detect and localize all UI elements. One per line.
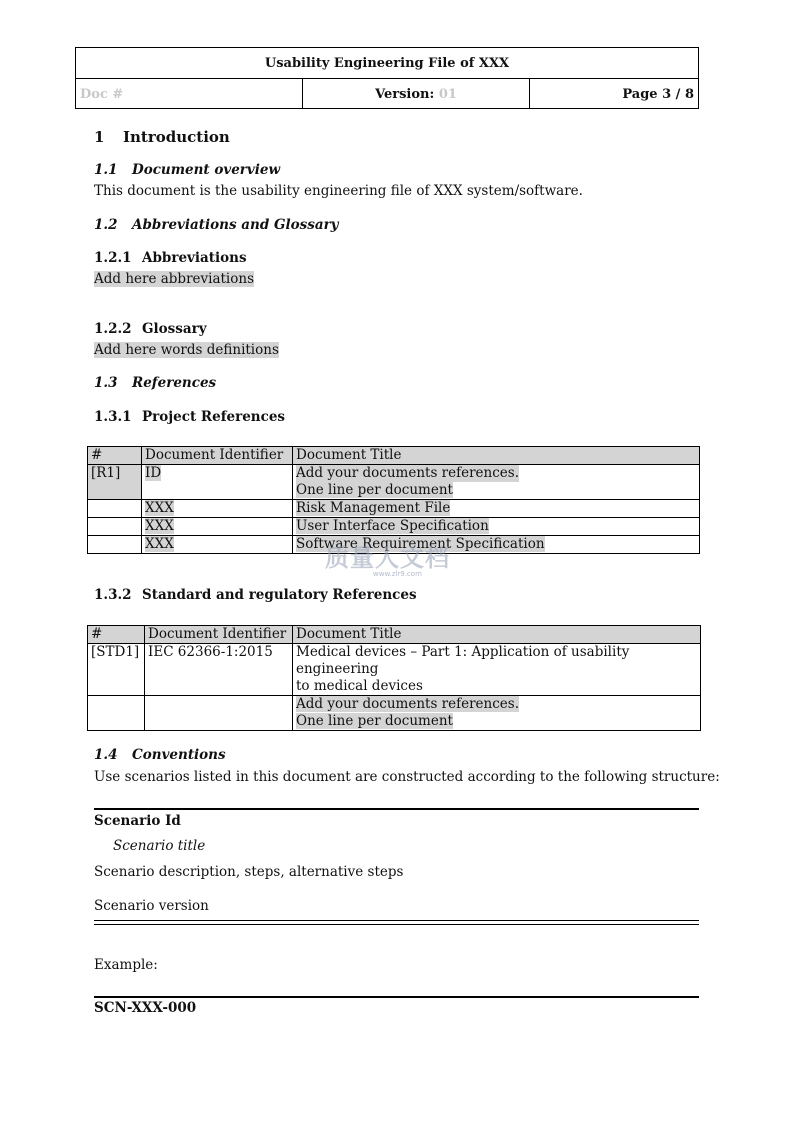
watermark-text: 质量人文档 (325, 544, 450, 572)
section-number: 1 (94, 128, 105, 146)
divider-example (94, 996, 699, 998)
ref-identifier: XXX (145, 518, 174, 534)
section-number: 1.2.1 (94, 250, 132, 266)
section-title: Introduction (123, 128, 230, 146)
watermark-url: www.zlr9.com (373, 570, 422, 578)
scenario-title-label: Scenario title (113, 838, 206, 854)
column-header: Document Identifier (145, 626, 293, 644)
ref-identifier-cell (142, 465, 293, 500)
abbreviations-placeholder: Add here abbreviations (94, 271, 255, 287)
ref-id (88, 500, 142, 518)
section-title: Standard and regulatory References (142, 587, 417, 603)
section-number: 1.3 (94, 375, 118, 391)
section-1-4-heading (94, 747, 226, 763)
section-title: Project References (142, 409, 286, 425)
section-title: Document overview (132, 162, 281, 178)
table-row (88, 644, 701, 696)
ref-identifier (145, 696, 293, 731)
ref-title: User Interface Specification (296, 518, 489, 534)
header-info-row (76, 79, 698, 109)
section-title: Glossary (142, 321, 207, 337)
ref-title-line-2: to medical devices (296, 678, 423, 694)
standard-references-table (87, 625, 701, 731)
column-header: Document Title (293, 447, 700, 465)
document-title: Usability Engineering File of XXX (76, 48, 698, 79)
table-header-row (88, 447, 700, 465)
section-1-heading (94, 128, 230, 146)
section-1-2-1-heading (94, 250, 247, 266)
column-header: Document Title (293, 626, 701, 644)
column-header: # (88, 447, 142, 465)
glossary-block (94, 342, 279, 358)
scenario-id-label: Scenario Id (94, 813, 181, 829)
ref-identifier-cell (142, 500, 293, 518)
version-value: 01 (438, 86, 457, 102)
ref-title-line-2: One line per document (296, 482, 453, 498)
project-references-table (87, 446, 700, 554)
table-row (88, 518, 700, 536)
doc-number: Doc # (76, 79, 303, 109)
ref-title-cell (293, 644, 701, 696)
table-row (88, 536, 700, 554)
scenario-description-label: Scenario description, steps, alternative steps (94, 864, 404, 880)
abbreviations-block (94, 271, 254, 287)
ref-id (88, 536, 142, 554)
scenario-version-label: Scenario version (94, 898, 209, 914)
ref-title-line-1: Medical devices – Part 1: Application of usability engineering (296, 644, 630, 677)
section-1-2-2-heading (94, 321, 207, 337)
ref-identifier: XXX (145, 536, 174, 552)
conventions-text: Use scenarios listed in this document are constructed according to the following structure: (94, 769, 720, 785)
section-number: 1.2 (94, 217, 118, 233)
ref-identifier: IEC 62366-1:2015 (145, 644, 293, 696)
table-row (88, 500, 700, 518)
example-label: Example: (94, 957, 158, 973)
section-number: 1.3.2 (94, 587, 132, 603)
ref-title-cell (293, 518, 700, 536)
section-1-3-1-heading (94, 409, 285, 425)
ref-title-line-2: One line per document (296, 713, 453, 729)
section-number: 1.2.2 (94, 321, 132, 337)
section-number: 1.4 (94, 747, 118, 763)
section-title: Abbreviations (142, 250, 247, 266)
ref-identifier-cell (142, 518, 293, 536)
section-title: Conventions (132, 747, 226, 763)
section-1-1-heading (94, 162, 280, 178)
document-overview-text: This document is the usability engineering file of XXX system/software. (94, 183, 583, 199)
ref-title: Risk Management File (296, 500, 451, 516)
page-number: Page 3 / 8 (622, 86, 694, 102)
version-cell (303, 79, 530, 109)
ref-identifier: ID (145, 465, 162, 481)
section-1-2-heading (94, 217, 339, 233)
ref-title-line-1: Add your documents references. (296, 696, 520, 712)
column-header: # (88, 626, 145, 644)
section-1-3-2-heading (94, 587, 417, 603)
table-header-row (88, 626, 701, 644)
example-scenario-id: SCN-XXX-000 (94, 1000, 197, 1016)
column-header: Document Identifier (142, 447, 293, 465)
section-number: 1.3.1 (94, 409, 132, 425)
section-title: References (132, 375, 217, 391)
ref-identifier: XXX (145, 500, 174, 516)
ref-id: [R1] (88, 465, 142, 500)
ref-id (88, 696, 145, 731)
divider-top (94, 808, 699, 810)
ref-id (88, 518, 142, 536)
table-row (88, 465, 700, 500)
ref-title-line-1: Add your documents references. (296, 465, 520, 481)
ref-title: Software Requirement Specification (296, 536, 545, 552)
section-1-3-heading (94, 375, 216, 391)
ref-title-cell (293, 465, 700, 500)
page-header (75, 47, 699, 109)
section-title: Abbreviations and Glossary (132, 217, 339, 233)
divider-double (94, 920, 699, 925)
ref-title-cell (293, 500, 700, 518)
table-row (88, 696, 701, 731)
ref-identifier-cell (142, 536, 293, 554)
version-label: Version: (375, 86, 435, 102)
ref-title-cell (293, 696, 701, 731)
ref-id: [STD1] (88, 644, 145, 696)
section-number: 1.1 (94, 162, 118, 178)
ref-title-cell (293, 536, 700, 554)
glossary-placeholder: Add here words definitions (94, 342, 279, 358)
